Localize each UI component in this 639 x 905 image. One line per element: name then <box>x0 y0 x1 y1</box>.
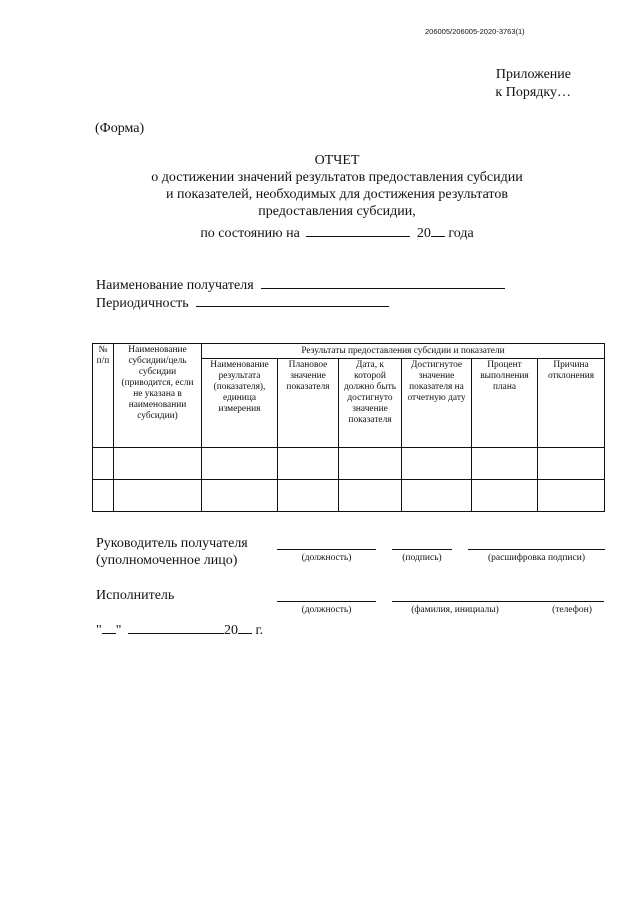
table-cell[interactable] <box>538 448 605 480</box>
header-achieved-value: Достигнутое значение показателя на отчетную дату <box>402 359 472 448</box>
as-of-suffix: года <box>448 226 474 241</box>
head-label-line-2: (уполномоченное лицо) <box>96 553 238 568</box>
table-cell[interactable] <box>202 448 278 480</box>
as-of-year-prefix: 20 <box>416 226 431 241</box>
as-of-date-blank[interactable] <box>306 224 410 237</box>
header-result-name: Наименование результата (показателя), единица измерения <box>202 359 278 448</box>
header-results-group: Результаты предоставления субсидии и показатели <box>202 344 605 359</box>
head-decoding-caption: (расшифровка подписи) <box>488 553 585 563</box>
executor-label: Исполнитель <box>96 588 175 603</box>
periodicity-label: Периодичность <box>96 296 189 311</box>
header-planned-value: Плановое значение показателя <box>278 359 339 448</box>
table-row <box>93 448 605 480</box>
table-cell[interactable] <box>93 480 114 512</box>
date-line <box>96 621 263 639</box>
table-cell[interactable] <box>114 480 202 512</box>
date-year-blank[interactable] <box>238 621 252 634</box>
date-year-prefix: 20 <box>223 623 238 638</box>
table-row <box>93 480 605 512</box>
report-title-line-1: о достижении значений результатов предоставления субсидии <box>151 170 523 185</box>
report-title-line-3: предоставления субсидии, <box>258 204 416 219</box>
head-signature-line[interactable] <box>392 549 452 550</box>
date-day-blank[interactable] <box>102 621 116 634</box>
appendix-line-2: к Порядку… <box>495 85 571 100</box>
table-cell[interactable] <box>278 448 339 480</box>
as-of-year-blank[interactable] <box>431 224 445 237</box>
head-position-caption: (должность) <box>301 553 352 563</box>
date-quote-open: " <box>96 623 102 638</box>
table-cell[interactable] <box>93 448 114 480</box>
date-quote-close: " <box>115 623 122 638</box>
executor-name-caption: (фамилия, инициалы) <box>411 605 499 615</box>
header-subsidy-name: Наименование субсидии/цель субсидии (приводится, если не указана в наименовании субсидии) <box>114 344 202 448</box>
table-cell[interactable] <box>339 480 402 512</box>
header-target-date: Дата, к которой должно быть достигнуто значение показателя <box>339 359 402 448</box>
head-decoding-line[interactable] <box>468 549 605 550</box>
table-cell[interactable] <box>402 480 472 512</box>
table-cell[interactable] <box>472 480 538 512</box>
header-completion-percent: Процент выполнения плана <box>472 359 538 448</box>
header-deviation-reason: Причина отклонения <box>538 359 605 448</box>
table-cell[interactable] <box>472 448 538 480</box>
recipient-blank[interactable] <box>261 276 505 289</box>
table-cell[interactable] <box>402 448 472 480</box>
report-title-line-2: и показателей, необходимых для достижения результатов <box>166 187 508 202</box>
head-signature-label <box>96 535 248 569</box>
results-table <box>92 343 605 512</box>
executor-phone-caption: (телефон) <box>552 605 592 615</box>
head-position-line[interactable] <box>277 549 376 550</box>
head-label-line-1: Руководитель получателя <box>96 536 248 551</box>
table-cell[interactable] <box>114 448 202 480</box>
appendix-line-1: Приложение <box>495 67 571 82</box>
appendix-note <box>470 66 571 102</box>
document-reference-number: 206005/206005-2020-3763(1) <box>425 27 525 36</box>
executor-name-phone-line[interactable] <box>392 601 604 602</box>
table-cell[interactable] <box>278 480 339 512</box>
table-cell[interactable] <box>538 480 605 512</box>
recipient-label: Наименование получателя <box>96 278 254 293</box>
executor-position-caption: (должность) <box>301 605 352 615</box>
head-signature-caption: (подпись) <box>402 553 442 563</box>
date-month-blank[interactable] <box>128 621 224 634</box>
header-row-number: № п/п <box>93 344 114 448</box>
executor-position-line[interactable] <box>277 601 376 602</box>
as-of-prefix: по состоянию на <box>200 226 300 241</box>
as-of-date-line <box>100 224 574 242</box>
form-label: (Форма) <box>95 121 145 136</box>
report-heading: ОТЧЕТ <box>314 153 360 168</box>
date-suffix: г. <box>255 623 264 638</box>
recipient-field <box>96 276 505 294</box>
periodicity-field <box>96 294 389 312</box>
periodicity-blank[interactable] <box>196 294 389 307</box>
table-cell[interactable] <box>339 448 402 480</box>
report-title <box>100 152 574 220</box>
table-cell[interactable] <box>202 480 278 512</box>
